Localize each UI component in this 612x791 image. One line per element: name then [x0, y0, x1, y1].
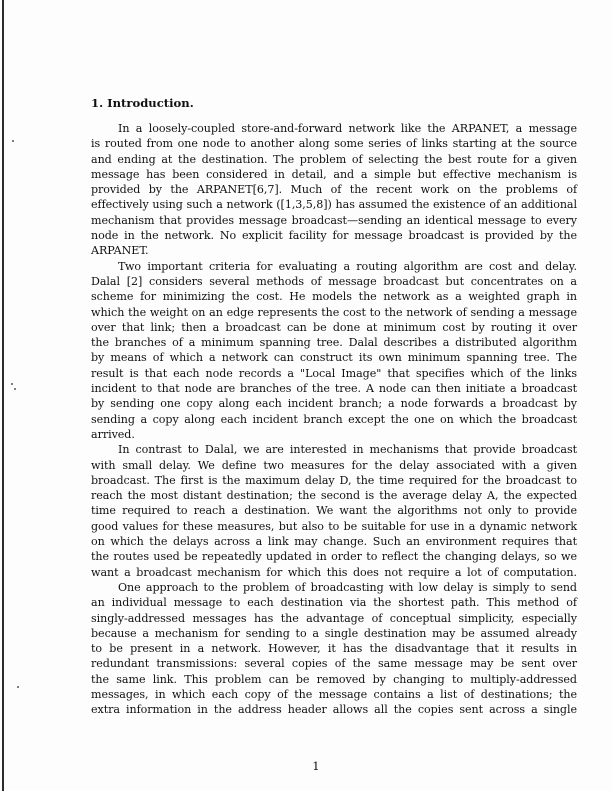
- text-line: and ending at the destination. The problem of selecting the best route for a given: [91, 152, 577, 166]
- text-line: on which the delays across a link may change. Such an environment requires that: [91, 535, 577, 549]
- text-line: Two important criteria for evaluating a routing algorithm are cost and delay.: [118, 259, 577, 273]
- text-line: by sending one copy along each incident branch; a node forwards a broadcast by: [91, 397, 577, 411]
- text-line: effectively using such a network ([1,3,5,8]) has assumed the existence of an additional: [91, 198, 577, 212]
- text-line: broadcast. The first is the maximum delay D, the time required for the broadcast to: [91, 473, 577, 487]
- text-line: ARPANET.: [91, 244, 149, 258]
- text-line: In contrast to Dalal, we are interested in mechanisms that provide broadcast: [118, 443, 577, 457]
- scan-speck: [11, 383, 13, 385]
- text-line: result is that each node records a "Local Image" that specifies which of the links: [91, 366, 577, 380]
- text-line: by means of which a network can construct its own minimum spanning tree. The: [91, 351, 577, 365]
- text-line: extra information in the address header allows all the copies sent across a single: [91, 703, 577, 717]
- text-line: good values for these measures, but also to be suitable for use in a dynamic network: [91, 519, 577, 533]
- section-heading: 1. Introduction.: [91, 96, 194, 110]
- text-line: is routed from one node to another along some series of links starting at the source: [91, 137, 577, 151]
- text-line: redundant transmissions: several copies of the same message may be sent over: [91, 657, 577, 671]
- text-line: because a mechanism for sending to a single destination may be assumed already: [91, 626, 577, 640]
- text-line: One approach to the problem of broadcasting with low delay is simply to send: [118, 580, 577, 594]
- scan-speck: [17, 686, 19, 688]
- text-line: reach the most distant destination; the second is the average delay A, the expected: [91, 489, 577, 503]
- text-line: sending a copy along each incident branch except the one on which the broadcast: [91, 412, 577, 426]
- text-line: to be present in a network. However, it has the disadvantage that it results in: [91, 642, 577, 656]
- scan-speck: [14, 388, 16, 390]
- text-line: Dalal [2] considers several methods of message broadcast but concentrates on a: [91, 274, 577, 288]
- text-line: the same link. This problem can be removed by changing to multiply-addressed: [91, 672, 577, 686]
- text-line: provided by the ARPANET[6,7]. Much of the recent work on the problems of: [91, 183, 577, 197]
- text-line: want a broadcast mechanism for which this does not require a lot of computation.: [91, 565, 577, 579]
- text-line: time required to reach a destination. We want the algorithms not only to provide: [91, 504, 577, 518]
- text-line: arrived.: [91, 427, 135, 441]
- body-text: [91, 121, 577, 718]
- text-line: In a loosely-coupled store-and-forward network like the ARPANET, a message: [118, 122, 577, 135]
- text-line: with small delay. We define two measures for the delay associated with a given: [91, 458, 577, 472]
- text-line: message has been considered in detail, and a simple but effective mechanism is: [91, 167, 577, 181]
- scan-speck: [12, 140, 14, 142]
- text-line: over that link; then a broadcast can be done at minimum cost by routing it over: [91, 320, 577, 334]
- text-line: which the weight on an edge represents the cost to the network of sending a message: [91, 305, 577, 319]
- page-number: 1: [312, 759, 320, 773]
- text-line: the routes used be repeatedly updated in order to reflect the changing delays, so we: [91, 550, 577, 564]
- text-line: messages, in which each copy of the message contains a list of destinations; the: [91, 687, 577, 701]
- text-line: incident to that node are branches of the tree. A node can then initiate a broadcast: [91, 382, 577, 396]
- text-line: mechanism that provides message broadcast—sending an identical message to every: [91, 213, 577, 227]
- scan-edge-rule: [2, 0, 4, 791]
- text-line: an individual message to each destination via the shortest path. This method of: [91, 596, 577, 610]
- text-line: scheme for minimizing the cost. He models the network as a weighted graph in: [91, 290, 577, 304]
- text-line: node in the network. No explicit facility for message broadcast is provided by the: [91, 229, 577, 243]
- text-line: singly-addressed messages has the advantage of conceptual simplicity, especially: [91, 611, 577, 625]
- text-line: the branches of a minimum spanning tree. Dalal describes a distributed algorithm: [91, 336, 577, 350]
